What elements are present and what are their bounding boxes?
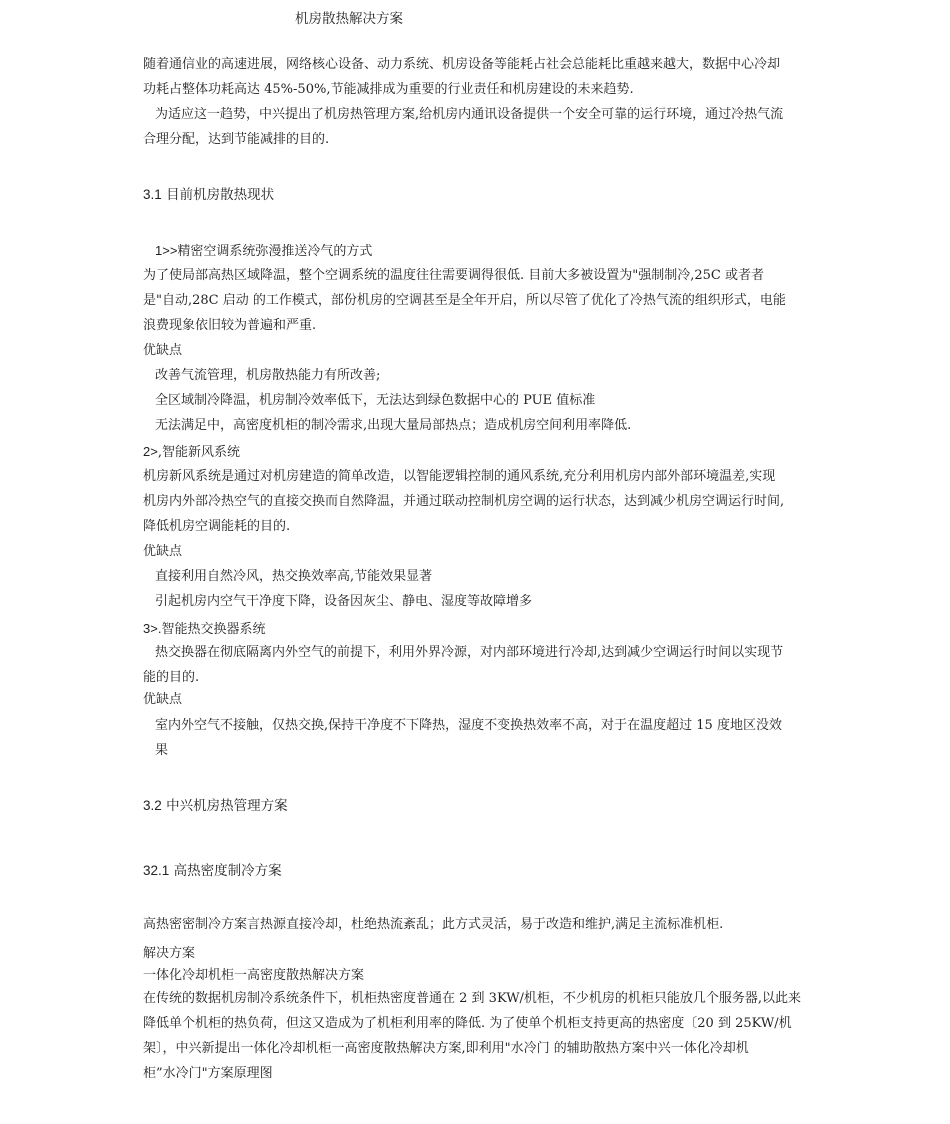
item-1-body-line-1: 为了使局部高热区域降温，整个空调系统的温度往往需要调得很低. 目前大多被设置为"强制制冷,25C 或者者: [143, 268, 764, 283]
section-3-1-heading: [143, 186, 274, 204]
item-1-body-line-3: 浪费现象依旧较为普遍和严重.: [143, 318, 317, 333]
item-title: ,智能新风系统: [157, 445, 240, 460]
section-number: 32.1: [143, 863, 170, 878]
item-1-heading: [155, 242, 372, 261]
item-2-body-line-2: 机房内外部冷热空气的直接交换而自然降温，并通过联动控制机房空调的运行状态，达到减少机房空调运行时间,: [143, 494, 785, 509]
intro-line-4: 合理分配，达到节能减排的目的.: [143, 132, 330, 147]
item-1-pro-1: 改善气流管理，机房散热能力有所改善;: [155, 368, 381, 383]
item-2-heading: [143, 443, 240, 462]
item-1-pros-label: 优缺点: [143, 343, 183, 358]
section-title: 高热密度制冷方案: [173, 863, 282, 879]
item-3-pros-label: 优缺点: [143, 692, 183, 707]
item-title: 智能热交换器系统: [161, 622, 266, 637]
item-2-pro-1: 直接利用自然冷风，热交换效率高,节能效果显著: [155, 569, 433, 584]
intro-line-2: 功耗占整体功耗高达 45%-50%,节能减排成为重要的行业责任和机房建设的未来趋势.: [143, 82, 634, 97]
solution-body-line-1: 在传统的数据机房制冷系统条件下，机柜热密度普通在 2 到 3KW/机柜，不少机房的机柜只能放几个服务器,以此来: [143, 991, 802, 1006]
section-title: 目前机房散热现状: [166, 187, 275, 203]
item-1-pro-3: 无法满足中，高密度机柜的制冷需求,出现大量局部热点；造成机房空间利用率降低.: [155, 418, 632, 433]
section-title: 中兴机房热管理方案: [166, 798, 288, 814]
item-3-heading: [143, 620, 265, 639]
item-3-pro-1-cont: 果: [155, 743, 169, 758]
solution-body-line-2: 降低单个机柜的热负荷，但这又造成为了机柜利用率的降低. 为了使单个机柜支持更高的热密度〔20 到 25KW/机: [143, 1016, 792, 1031]
solution-label: 解决方案: [143, 946, 196, 961]
section-number: 3.2: [143, 798, 162, 813]
doc-title: 机房散热解决方案: [295, 11, 403, 27]
item-title: 精密空调系统弥漫推送冷气的方式: [177, 244, 373, 259]
solution-body-line-3: 架〕，中兴新提出一体化冷却机柜一高密度散热解决方案,即利用"水冷门 的辅助散热方案中兴一体化冷却机: [143, 1041, 749, 1056]
item-number: 3>.: [143, 621, 162, 636]
solution-title: 一体化冷却机柜一高密度散热解决方案: [143, 968, 365, 983]
item-1-pro-2: 全区域制冷降温，机房制冷效率低下，无法达到绿色数据中心的 PUE 值标准: [155, 393, 596, 408]
item-2-pro-2: 引起机房内空气干净度下降，设备因灰尘、静电、湿度等故障增多: [155, 594, 533, 609]
item-number: 1>>: [155, 243, 178, 258]
item-1-body-line-2: 是"自动,28C 启动 的工作模式，部份机房的空调甚至是全年开启，所以尽管了优化了冷热气流的组织形式，电能: [143, 293, 786, 308]
item-3-body-line-1: 热交换器在彻底隔离内外空气的前提下，利用外界冷源，对内部环境进行冷却,达到减少空调运行时间以实现节: [155, 645, 784, 660]
section-3-2-heading: [143, 797, 288, 815]
item-2-pros-label: 优缺点: [143, 544, 183, 559]
item-3-body-line-2: 能的目的.: [143, 670, 200, 685]
section-number: 3.1: [143, 187, 162, 202]
item-number: 2>: [143, 444, 158, 459]
section-3-2-1-heading: [143, 862, 282, 880]
item-3-pro-1: 室内外空气不接触，仅热交换,保持干净度不下降热，湿度不变换热效率不高，对于在温度超过 15 度地区没效: [155, 718, 782, 733]
section-3-2-1-body: 高热密密制冷方案言热源直接冷却，杜绝热流紊乱；此方式灵活，易于改造和维护,满足主流标准机柜.: [143, 917, 724, 932]
intro-line-1: 随着通信业的高速进展，网络核心设备、动力系统、机房设备等能耗占社会总能耗比重越来越大，数据中心冷却: [143, 57, 781, 72]
item-2-body-line-3: 降低机房空调能耗的目的.: [143, 519, 291, 534]
item-2-body-line-1: 机房新风系统是通过对机房建造的简单改造，以智能逻辑控制的通风系统,充分利用机房内部外部环境温差,实现: [143, 469, 776, 484]
intro-line-3: 为适应这一趋势，中兴提出了机房热管理方案,给机房内通讯设备提供一个安全可靠的运行环境，通过冷热气流: [155, 107, 784, 122]
solution-body-line-4: 柜”水冷门"方案原理图: [143, 1066, 273, 1081]
